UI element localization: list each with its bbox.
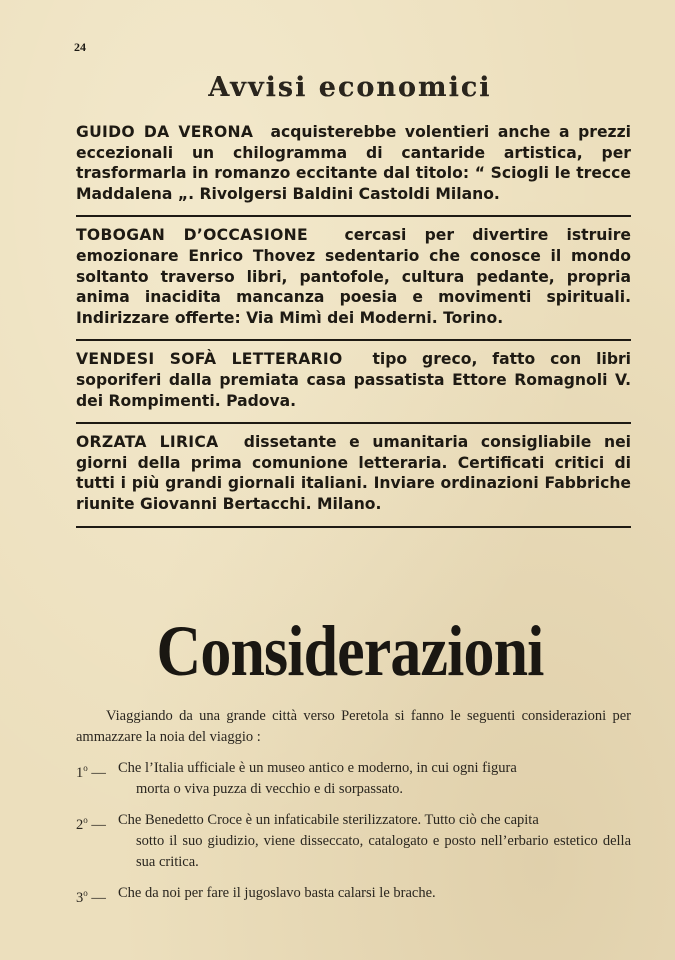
ad-divider bbox=[76, 422, 631, 424]
list-item bbox=[76, 810, 631, 873]
ad-lead: TOBOGAN D’OCCASIONE bbox=[76, 226, 308, 245]
ad-item bbox=[76, 122, 631, 204]
ad-body: dissetante e umanitaria consigliabile nei giorni della prima comunione letteraria. Certificati critici di tutti i più grandi giornali italiani. Inviare ordinazioni Fabbriche riunite Giovanni Bertacchi. Milano. bbox=[76, 433, 631, 513]
considerazioni-title: Considerazioni bbox=[156, 611, 544, 691]
ad-divider bbox=[76, 339, 631, 341]
item-text: Che da noi per fare il jugoslavo basta calarsi le brache. bbox=[118, 885, 436, 901]
ad-item bbox=[76, 432, 631, 514]
ad-lead: GUIDO DA VERONA bbox=[76, 123, 254, 141]
ad-divider bbox=[76, 526, 631, 528]
considerazioni-body bbox=[76, 706, 631, 919]
avvisi-title: Avvisi economici bbox=[208, 72, 492, 103]
ad-lead: ORZATA LIRICA bbox=[76, 433, 219, 452]
list-item bbox=[76, 758, 631, 800]
item-text: Che l’Italia ufficiale è un museo antico e moderno, in cui ogni figura morta o viva puzza di vecchio e di sorpassato. bbox=[118, 760, 517, 797]
ad-divider bbox=[76, 215, 631, 217]
item-number: 3$^o$ — bbox=[76, 888, 106, 906]
ad-body: tipo greco, fatto con libri soporiferi dalla premiata casa passatista Ettore Romagnoli V. dei Rompimenti. Padova. bbox=[76, 350, 632, 410]
intro-paragraph: Viaggiando da una grande città verso Peretola si fanno le seguenti considerazioni per ammazzare la noia del viaggio : bbox=[76, 708, 631, 745]
classified-ads bbox=[76, 122, 631, 536]
item-number: 2$^o$ — bbox=[76, 815, 106, 833]
ad-lead: VENDESI SOFÀ LETTERARIO bbox=[76, 350, 343, 369]
item-number: 1$^o$ — bbox=[76, 763, 106, 781]
ad-item bbox=[76, 349, 631, 411]
ad-item bbox=[76, 225, 631, 328]
ad-body: acquisterebbe volentieri anche a prezzi eccezionali un chilogramma di cantaride artistica, per trasformarla in romanzo eccitante dal titolo: “ Sciogli le trecce Maddalena „. Rivolgersi Baldini Castoldi Milano. bbox=[76, 123, 632, 203]
item-text: Che Benedetto Croce è un infaticabile sterilizzatore. Tutto ciò che capita sotto il suo giudizio, viene disseccato, catalogato e posto nell’erbario estetico della sua critica. bbox=[118, 812, 631, 870]
list-item bbox=[76, 883, 631, 909]
considerazioni-list bbox=[76, 758, 631, 909]
page-number: 24 bbox=[74, 40, 86, 54]
ad-body: cercasi per divertire istruire emozionare Enrico Thovez sedentario che conosce il mondo soltanto traverso libri, pantofole, cultura pedante, propria anima inacidita mancanza poesia e movimenti spirituali. Indirizzare offerte: Via Mimì dei Moderni. Torino. bbox=[76, 226, 631, 327]
